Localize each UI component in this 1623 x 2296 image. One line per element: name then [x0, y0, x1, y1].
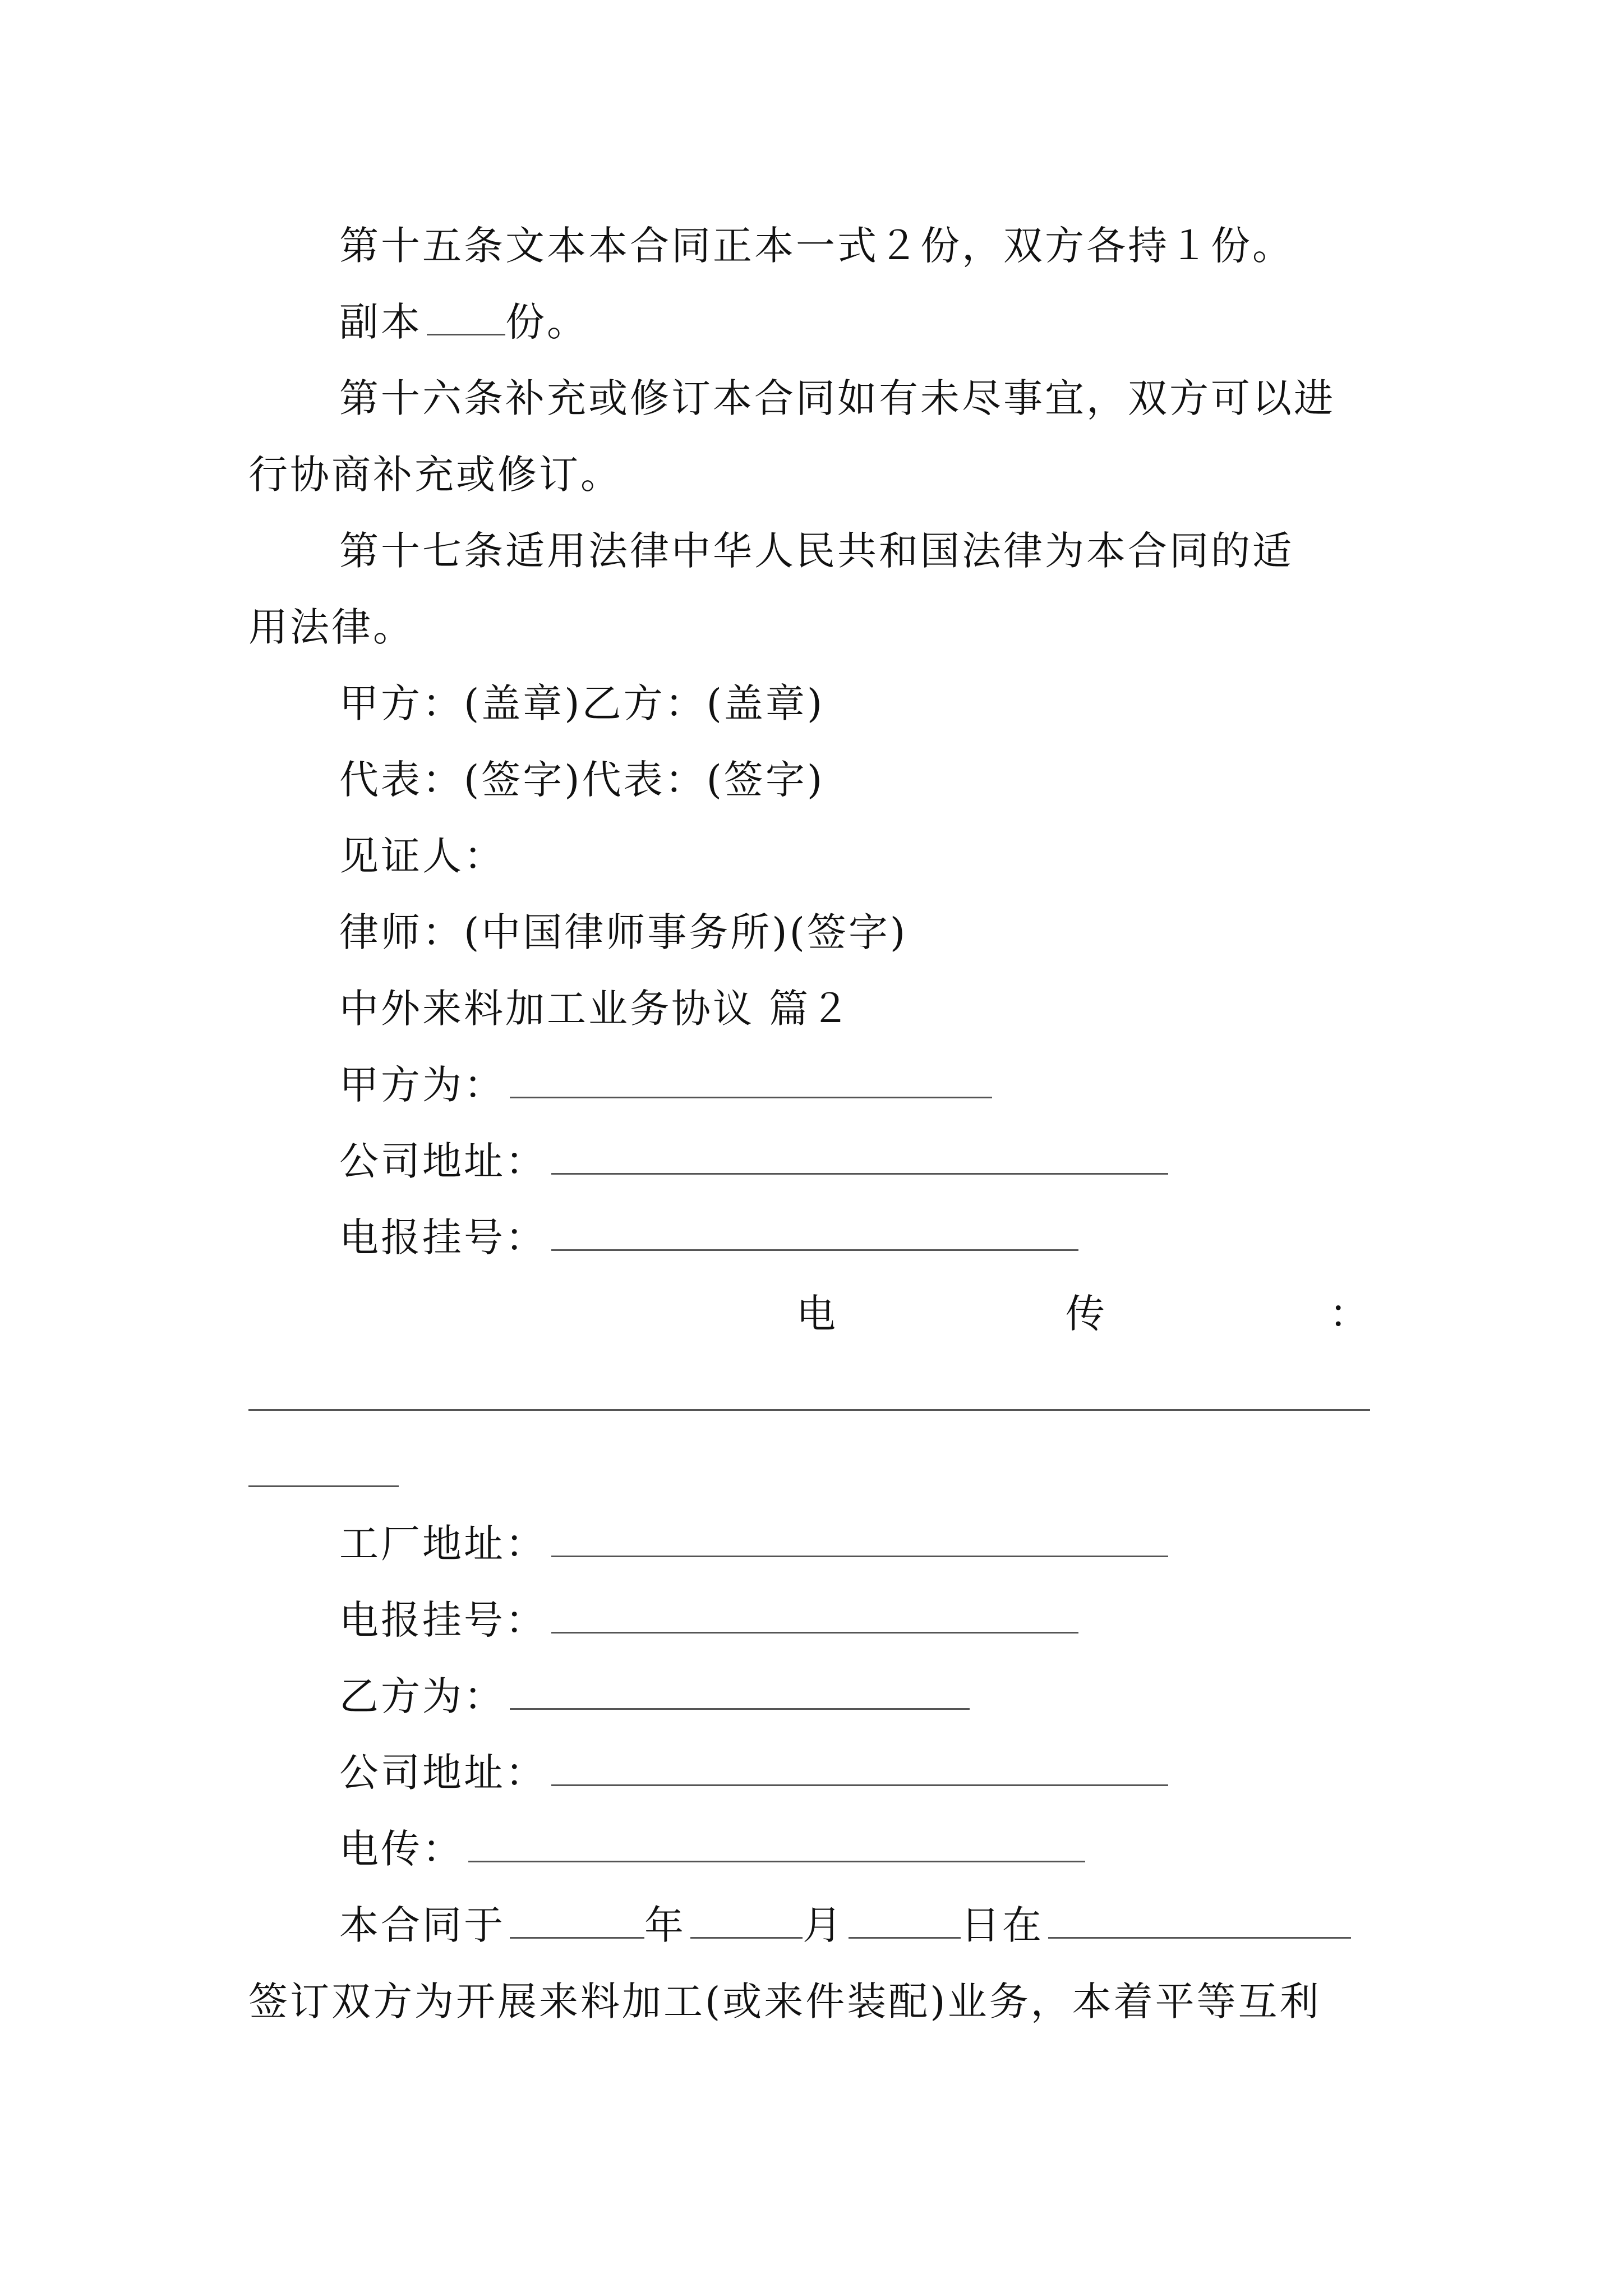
text: 甲方为：	[339, 1062, 505, 1108]
text: 乙方为：	[339, 1673, 505, 1719]
contract-purpose-line	[248, 1973, 1321, 2030]
text: 日在	[961, 1902, 1044, 1948]
text: 甲方：(盖章)乙方：(盖章)	[339, 680, 825, 726]
text: 第十六条补充或修订本合同如有未尽事宜，双方可以进	[339, 375, 1335, 421]
telex-line-2	[339, 1821, 1085, 1877]
telegram-line	[339, 1209, 1078, 1266]
party-b-line	[339, 1668, 970, 1724]
blank-underline	[551, 1751, 1168, 1786]
party-a-line	[339, 1057, 992, 1113]
text: 份。	[505, 299, 588, 345]
blank-underline	[468, 1827, 1085, 1862]
article-17-line	[339, 523, 1294, 579]
telex-colon: ：	[1329, 1291, 1368, 1337]
text: 月	[803, 1902, 844, 1948]
blank-underline	[1048, 1903, 1351, 1939]
text: 公司地址：	[339, 1138, 547, 1184]
text: 行协商补充或修订。	[248, 452, 622, 498]
telex-char-2: 传	[1066, 1291, 1105, 1337]
copies-line	[339, 294, 588, 350]
telegram-line-2	[339, 1592, 1078, 1648]
blank-underline	[427, 300, 505, 335]
factory-address-line	[339, 1516, 1168, 1572]
text: 公司地址：	[339, 1750, 547, 1796]
blank-underline	[510, 1674, 970, 1710]
blank-underline	[690, 1903, 803, 1939]
text: 电报挂号：	[339, 1597, 547, 1643]
lawyer-line	[339, 904, 907, 960]
blank-underline	[551, 1139, 1168, 1175]
blank-underline	[849, 1903, 961, 1939]
text: 代表：(签字)代表：(签字)	[339, 757, 825, 803]
representative-line	[339, 752, 824, 808]
blank-underline	[510, 1063, 992, 1098]
witness-line	[339, 828, 505, 884]
text: 第十五条文本本合同正本一式２份，双方各持１份。	[339, 223, 1294, 269]
telex-char-1: 电	[796, 1291, 836, 1337]
contract-date-line	[339, 1897, 1351, 1953]
article-16-cont	[248, 447, 622, 503]
company-address-line-2	[339, 1745, 1168, 1801]
article-15-line	[339, 218, 1294, 274]
text: 中外来料加工业务协议 篇２	[339, 986, 852, 1032]
text: 年	[644, 1902, 686, 1948]
blank-underline	[551, 1522, 1168, 1557]
text: 电传：	[339, 1826, 464, 1872]
party-seal-line	[339, 675, 824, 731]
article-16-line	[339, 370, 1335, 426]
text: 本合同于	[339, 1902, 505, 1948]
blank-underline	[248, 1409, 1370, 1411]
section-title	[339, 981, 852, 1037]
text: 电报挂号：	[339, 1214, 547, 1260]
blank-underline	[510, 1903, 644, 1939]
text: 签订双方为开展来料加工(或来件装配)业务，本着平等互利	[248, 1978, 1321, 2024]
article-17-cont	[248, 599, 414, 655]
blank-underline	[551, 1216, 1078, 1251]
blank-underline	[551, 1598, 1078, 1634]
text: 副本	[339, 299, 422, 345]
text: 见证人：	[339, 833, 505, 879]
text: 用法律。	[248, 604, 414, 650]
text: 第十七条适用法律中华人民共和国法律为本合同的适	[339, 528, 1294, 574]
text: 工厂地址：	[339, 1521, 547, 1567]
company-address-line	[339, 1133, 1168, 1189]
text: 律师：(中国律师事务所)(签字)	[339, 909, 908, 955]
blank-underline	[248, 1485, 399, 1487]
